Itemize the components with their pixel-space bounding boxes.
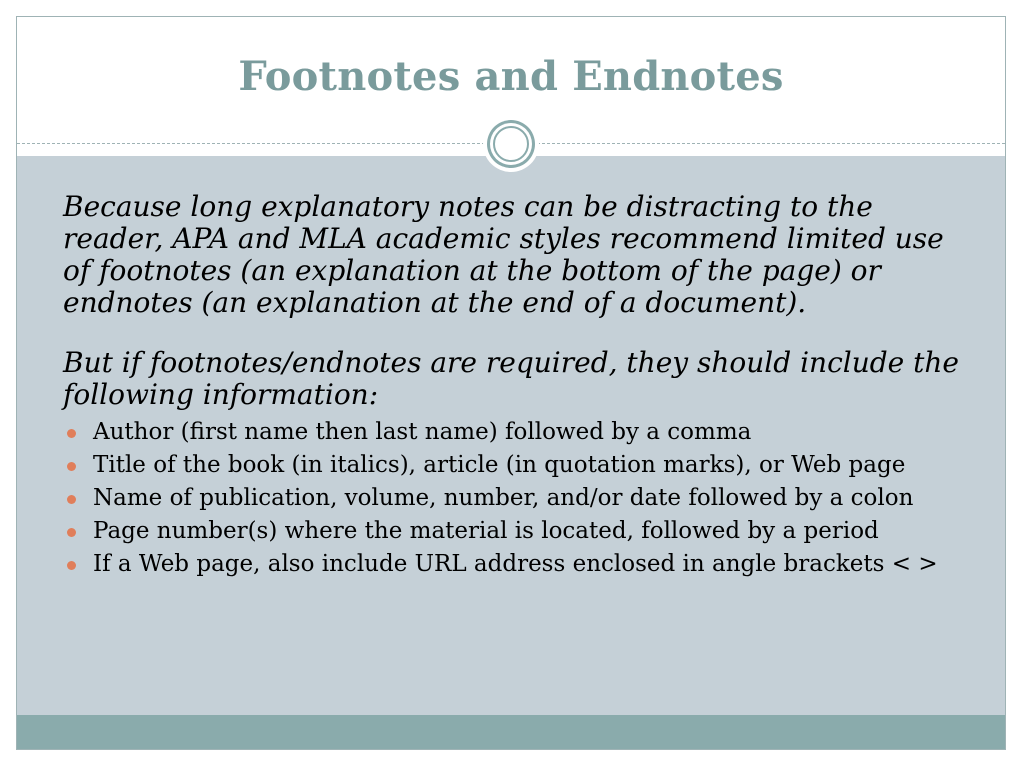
list-item-text: If a Web page, also include URL address enclosed in angle brackets < > bbox=[93, 551, 938, 577]
bullet-icon bbox=[67, 462, 76, 471]
bullet-list bbox=[63, 419, 973, 578]
slide-title: Footnotes and Endnotes bbox=[238, 53, 784, 100]
requirements-paragraph: But if footnotes/endnotes are required, they should include the following information: bbox=[63, 346, 959, 411]
intro-paragraph: Because long explanatory notes can be distracting to the reader, APA and MLA academic styles recommend limited use of footnotes (an explanation at the bottom of the page) or endnotes (an explanation at the end of a document). bbox=[63, 190, 944, 319]
list-item bbox=[63, 518, 973, 545]
bullet-icon bbox=[67, 528, 76, 537]
bullet-icon bbox=[67, 561, 76, 570]
list-item-text: Page number(s) where the material is located, followed by a period bbox=[93, 518, 879, 544]
footer-band bbox=[17, 715, 1005, 750]
list-item-text: Author (first name then last name) followed by a comma bbox=[93, 419, 752, 445]
bullet-icon bbox=[67, 429, 76, 438]
list-item bbox=[63, 419, 973, 446]
list-item bbox=[63, 485, 973, 512]
slide-body bbox=[63, 191, 973, 584]
list-item bbox=[63, 452, 973, 479]
slide bbox=[16, 16, 1006, 750]
list-item-text: Name of publication, volume, number, and/or date followed by a colon bbox=[93, 485, 914, 511]
list-item-text: Title of the book (in italics), article (in quotation marks), or Web page bbox=[93, 452, 906, 478]
list-item bbox=[63, 551, 973, 578]
bullet-icon bbox=[67, 495, 76, 504]
